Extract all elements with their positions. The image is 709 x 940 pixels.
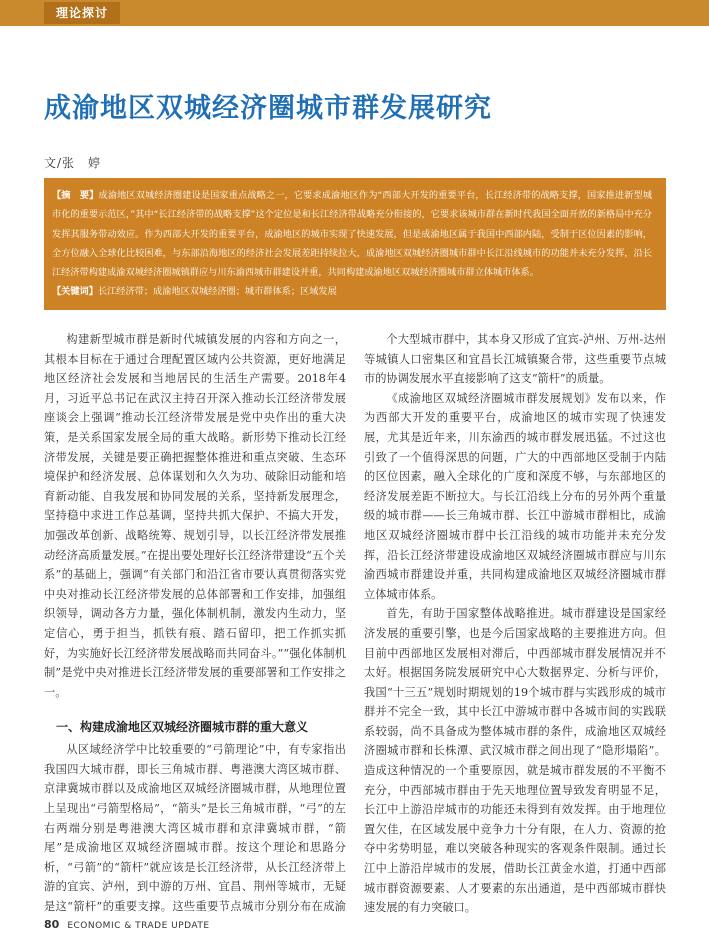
body-column-left	[44, 330, 346, 916]
body-paragraph: 从区域经济学中比较重要的“弓箭理论”中，有专家指出我国四大城市群，即长三角城市群、粤港澳大湾区城市群、京津冀城市群以及成渝地区双城经济圈城市群，从地理位置上呈现出“弓箭型格局”，“箭头”是长三角城市群，“弓”的左右两端分别是粤港澳大湾区城市群和京津冀城市群，“箭尾”是成渝地区双城经济圈城市群。按这个理论和思路分析，“弓箭”的“箭杆”就应该是长江经济带，从长江经济带上游的宜宾、泸州，到中游的万州、宜昌、荆州等城市，无疑是这“箭杆”的重要支撑。这些重要节点城市分别分布在成渝	[44, 743, 346, 914]
body-paragraph: 个大型城市群中，其本身又形成了宜宾-泸州、万州-达州等城镇人口密集区和宜昌长江城镇聚合带，这些重要节点城市的协调发展水平直接影响了这支“箭杆”的质量。	[364, 333, 666, 386]
page-footer	[44, 918, 210, 931]
keywords-label: 【关键词】	[52, 286, 98, 298]
magazine-name: ECONOMIC & TRADE UPDATE	[67, 921, 210, 931]
body-column-right	[364, 330, 666, 916]
article-title: 成渝地区双城经济圈城市群发展研究	[44, 93, 492, 124]
section-heading: 一、构建成渝地区双城经济圈城市群的重大意义	[56, 720, 309, 735]
body-paragraph: 《成渝地区双城经济圈城市群发展规划》发布以来，作为西部大开发的重要平台，成渝地区的城市实现了快速发展，尤其是近年来，川东渝西的城市群发展迅猛。不过这也引致了一个值得深思的问题，广大的中西部地区受制于内陆的区位因素，融入全球化的广度和深度不够，与东部地区的经济发展差距不断拉大。与长江沿线上分布的另外两个重量级的城市群——长三角城市群、长江中游城市群相比，成渝地区双城经济圈城市群中长江沿线的城市功能并未充分发挥，沿长江经济带建设成渝地区双城经济圈城市群应与川东渝西城市群建设并重，共同构建成渝地区双城经济圈城市群立体城市体系。	[364, 391, 666, 601]
page-number: 80	[44, 918, 60, 931]
keywords-text: 长江经济带；成渝地区双城经济圈；城市群体系；区域发展	[97, 286, 337, 298]
body-paragraph: 构建新型城市群是新时代城镇发展的内容和方向之一，其根本目标在于通过合理配置区域内公共资源，更好地满足地区经济社会发展和当地居民的生活生产需要。2018年4月，习近平总书记在武汉主持召开深入推动长江经济带发展座谈会上强调“推动长江经济带发展是党中央作出的重大决策，是关系国家发展全局的重大战略。新形势下推动长江经济带发展，关键是要正确把握整体推进和重点突破、生态环境保护和经济发展、总体谋划和久久为功、破除旧动能和培育新动能、自我发展和协同发展的关系，坚持新发展理念，坚持稳中求进工作总基调，坚持共抓大保护、不搞大开发，加强改革创新、战略统筹、规划引导，以长江经济带发展推动经济高质量发展。”在提出要处理好长江经济带建设“五个关系”的基础上，强调“有关部门和沿江省市要认真贯彻落实党中央对推动长江经济带发展的总体部署和工作安排，加强组织领导，调动各方力量，强化体制机制，激发内生动力，坚定信心，勇于担当，抓铁有痕、踏石留印，把工作抓实抓好，为实施好长江经济带发展战略而共同奋斗。”“强化体制机制”是党中央对推进长江经济带发展的重要部署和工作安排之一。	[44, 333, 346, 699]
abstract-box	[44, 178, 666, 310]
article-author: 文/张 婷	[44, 156, 102, 170]
keywords-paragraph	[52, 282, 652, 301]
section-tag: 理论探讨	[44, 2, 120, 24]
abstract-text: 成渝地区双城经济圈建设是国家重点战略之一，它要求成渝地区作为“西部大开发的重要平台，长江经济带的战略支撑，国家推进新型城市化的重要示范区，”其中“长江经济带的战略支撑”这个定位是和长江经济带战略充分衔接的，它要求该城市群在新时代我国全面开放的新格局中充分发挥其服务带动效应。作为西部大开发的重要平台，成渝地区的城市实现了快速发展，但是成渝地区属于我国中西部内陆，受制于区位因素的影响，全方位融入全球化比较困难，与东部沿海地区的经济社会发展差距持续拉大，成渝地区双城经济圈城市群中长江沿线城市的功能并未充分发挥，沿长江经济带构建成渝双城经济圈城镇群应与川东渝西城市群建设并重，共同构建成渝地区双城经济圈城市群立体城市体系。	[52, 190, 653, 279]
abstract-label: 【摘 要】	[52, 190, 99, 201]
abstract-paragraph	[52, 186, 652, 282]
body-paragraph: 首先，有助于国家整体战略推进。城市群建设是国家经济发展的重要引擎，也是今后国家战略的主要推进方向。但目前中西部地区发展相对滞后，中西部城市群发展情况并不太好。根据国务院发展研究中心大数据界定、分析与评价，我国“十三五”规划时期规划的19个城市群与实践形成的城市群并不完全一致，其中长江中游城市群中各城市间的实践联系较弱，尚不具备成为整体城市群的条件，成渝地区双城经济圈城市群和长株潭、武汉城市群之间出现了“隐形塌陷”。造成这种情况的一个重要原因，就是城市群发展的不平衡不充分，中西部城市群由于先天地理位置导致发育明显不足，长江中上游沿岸城市的功能还未得到有效发挥。由于地理位置欠佳，在区域发展中竞争力十分有限，在人力、资源的抢夺中劣势明显，难以突破各种现实的客观条件限制。通过长江中上游沿岸城市的发展，借助长江黄金水道，打通中西部城市群资源要素、人才要素的东出通道，是中西部城市群快速发展的有力突破口。	[364, 607, 666, 915]
